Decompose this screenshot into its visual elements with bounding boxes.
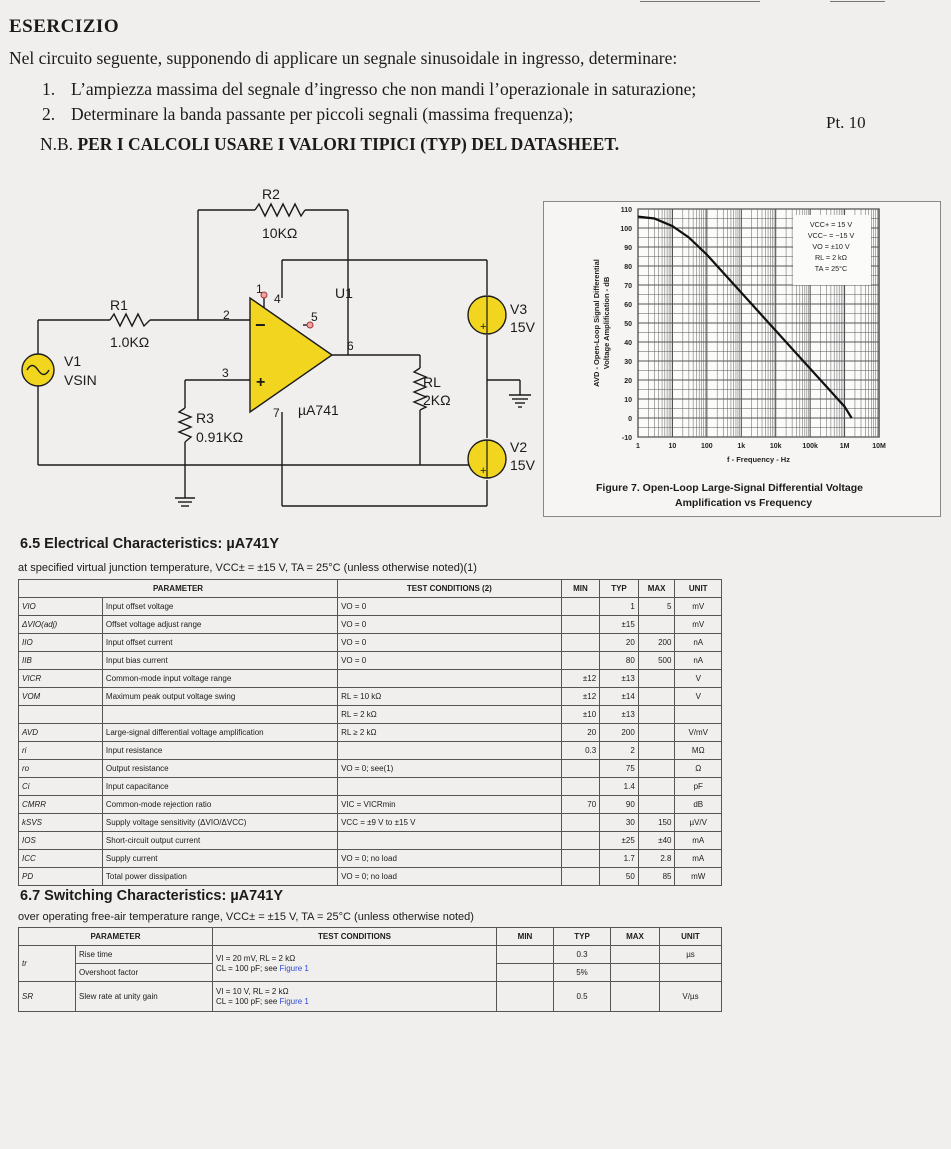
legend-entry: VO = ±10 V <box>812 242 850 251</box>
y-tick-label: 10 <box>624 397 632 404</box>
sw-header-conditions: TEST CONDITIONS <box>213 928 497 946</box>
elec-row <box>19 598 722 616</box>
sw-cond-slew-2: CL = 100 pF; see <box>216 996 278 1006</box>
elec-typ-cell: 50 <box>600 868 639 886</box>
y-axis-label-2: Voltage Amplification - dB <box>602 276 611 370</box>
sw-max-slew <box>611 982 660 1012</box>
sw-max-rise <box>611 946 660 964</box>
elec-sym-cell: AVD <box>19 724 103 742</box>
sw-typ-overshoot: 5% <box>554 964 611 982</box>
y-tick-label: 0 <box>628 416 632 423</box>
elec-cond-cell <box>338 670 562 688</box>
note-text: PER I CALCOLI USARE I VALORI TIPICI (TYP) DEL DATASHEET. <box>77 134 620 154</box>
y-tick-label: 80 <box>624 264 632 271</box>
sw-param-slew: Slew rate at unity gain <box>76 982 213 1012</box>
y-tick-label: 70 <box>624 283 632 290</box>
sw-cond-rise-1: VI = 20 mV, RL = 2 kΩ <box>216 953 296 963</box>
v3-label: V3 <box>510 301 528 317</box>
x-tick-label: 1k <box>737 443 746 450</box>
elec-param-cell: Input offset voltage <box>102 598 337 616</box>
legend-entry: TA = 25°C <box>814 264 848 273</box>
elec-unit-cell: mV <box>675 616 722 634</box>
y-tick-label: 40 <box>624 340 632 347</box>
figure-caption-1: Figure 7. Open-Loop Large-Signal Differential Voltage <box>596 482 863 494</box>
elec-cond-cell <box>338 778 562 796</box>
rl-label: RL <box>423 374 441 390</box>
elec-row <box>19 634 722 652</box>
r2-label: R2 <box>262 186 280 202</box>
elec-typ-cell: 1.4 <box>600 778 639 796</box>
elec-cond-cell: VO = 0 <box>338 598 562 616</box>
elec-sym-cell: IIB <box>19 652 103 670</box>
figure-caption-2: Amplification vs Frequency <box>675 497 813 509</box>
elec-max-cell <box>638 724 675 742</box>
elec-param-cell: Input resistance <box>102 742 337 760</box>
electrical-title: 6.5 Electrical Characteristics: µA741Y <box>20 536 280 552</box>
elec-param-cell: Input bias current <box>102 652 337 670</box>
elec-row <box>19 868 722 886</box>
exercise-item-2: Determinare la banda passante per piccoli segnali (massima frequenza); <box>71 104 574 124</box>
elec-unit-cell: nA <box>675 634 722 652</box>
r2-resistor <box>255 204 305 216</box>
elec-unit-cell: mA <box>675 850 722 868</box>
sw-cond-rise-2: CL = 100 pF; see <box>216 963 278 973</box>
elec-typ-cell: 80 <box>600 652 639 670</box>
elec-max-cell <box>638 706 675 724</box>
elec-param-cell: Common-mode input voltage range <box>102 670 337 688</box>
elec-max-cell <box>638 688 675 706</box>
elec-max-cell <box>638 670 675 688</box>
x-tick-label: 1 <box>636 443 640 450</box>
sw-sym-tr: tr <box>19 946 76 982</box>
sw-sym-sr: SR <box>19 982 76 1012</box>
points-label: Pt. 10 <box>826 113 866 132</box>
elec-header-min: MIN <box>561 580 600 598</box>
elec-typ-cell: ±13 <box>600 706 639 724</box>
opamp-minus: − <box>255 315 266 335</box>
elec-max-cell <box>638 742 675 760</box>
x-tick-label: 100k <box>802 443 818 450</box>
elec-min-cell: 20 <box>561 724 600 742</box>
sw-cond-slew <box>213 982 497 1012</box>
rl-value: 2KΩ <box>423 392 451 408</box>
exercise-intro: Nel circuito seguente, supponendo di applicare un segnale sinusoidale in ingresso, determinare: <box>9 48 678 68</box>
elec-header-typ: TYP <box>600 580 639 598</box>
elec-param-cell: Short-circuit output current <box>102 832 337 850</box>
pin-4: 4 <box>274 292 281 306</box>
v1-type: VSIN <box>64 372 97 388</box>
elec-row <box>19 778 722 796</box>
elec-unit-cell: V <box>675 670 722 688</box>
elec-row <box>19 832 722 850</box>
elec-row <box>19 652 722 670</box>
elec-cond-cell: RL = 10 kΩ <box>338 688 562 706</box>
v3-value: 15V <box>510 319 535 335</box>
elec-min-cell: 70 <box>561 796 600 814</box>
elec-min-cell <box>561 778 600 796</box>
svg-text:+: + <box>480 321 487 333</box>
y-tick-label: 90 <box>624 245 632 252</box>
elec-cond-cell <box>338 742 562 760</box>
top-rule-right <box>830 1 885 2</box>
x-axis-label: f - Frequency - Hz <box>727 455 790 464</box>
elec-max-cell: 5 <box>638 598 675 616</box>
switching-title: 6.7 Switching Characteristics: µA741Y <box>20 888 284 904</box>
legend-entry: VCC+ = 15 V <box>809 220 853 229</box>
r3-value: 0.91KΩ <box>196 429 244 445</box>
elec-param-cell: Input capacitance <box>102 778 337 796</box>
elec-cond-cell: VO = 0 <box>338 616 562 634</box>
elec-min-cell: ±10 <box>561 706 600 724</box>
v1-label: V1 <box>64 353 82 369</box>
sw-cond-rise <box>213 946 497 982</box>
r2-value: 10KΩ <box>262 225 298 241</box>
elec-min-cell <box>561 634 600 652</box>
sw-header-typ: TYP <box>554 928 611 946</box>
sw-min-slew <box>497 982 554 1012</box>
elec-max-cell: 2.8 <box>638 850 675 868</box>
exercise-title: ESERCIZIO <box>9 16 120 37</box>
elec-cond-cell: VCC = ±9 V to ±15 V <box>338 814 562 832</box>
elec-sym-cell: ΔVIO(adj) <box>19 616 103 634</box>
elec-unit-cell: MΩ <box>675 742 722 760</box>
elec-row <box>19 814 722 832</box>
elec-min-cell <box>561 598 600 616</box>
elec-param-cell: Input offset current <box>102 634 337 652</box>
sw-min-rise <box>497 946 554 964</box>
pin-7: 7 <box>273 406 280 420</box>
elec-row <box>19 724 722 742</box>
x-tick-label: 10M <box>872 443 886 450</box>
elec-row <box>19 706 722 724</box>
elec-sym-cell: ICC <box>19 850 103 868</box>
elec-typ-cell: ±25 <box>600 832 639 850</box>
elec-sym-cell: IIO <box>19 634 103 652</box>
elec-max-cell: 150 <box>638 814 675 832</box>
elec-cond-cell: RL = 2 kΩ <box>338 706 562 724</box>
elec-row <box>19 616 722 634</box>
sw-typ-rise: 0.3 <box>554 946 611 964</box>
elec-typ-cell: 200 <box>600 724 639 742</box>
pin-6: 6 <box>347 339 354 353</box>
legend-entry: VCC− = −15 V <box>807 231 855 240</box>
elec-param-cell: Output resistance <box>102 760 337 778</box>
sw-header-max: MAX <box>611 928 660 946</box>
sw-figure-link-2[interactable]: Figure 1 <box>279 996 309 1006</box>
exercise-item-number-2: 2. <box>42 104 56 124</box>
elec-sym-cell: Ci <box>19 778 103 796</box>
elec-unit-cell: mW <box>675 868 722 886</box>
elec-typ-cell: 20 <box>600 634 639 652</box>
elec-header-conditions: TEST CONDITIONS (2) <box>338 580 562 598</box>
elec-param-cell <box>102 706 337 724</box>
elec-typ-cell: 2 <box>600 742 639 760</box>
y-tick-label: 50 <box>624 321 632 328</box>
elec-typ-cell: ±13 <box>600 670 639 688</box>
elec-cond-cell: VIC = VICRmin <box>338 796 562 814</box>
elec-typ-cell: 30 <box>600 814 639 832</box>
sw-header-parameter: PARAMETER <box>19 928 213 946</box>
r3-resistor <box>179 408 191 442</box>
legend-entry: RL = 2 kΩ <box>814 253 848 262</box>
elec-param-cell: Maximum peak output voltage swing <box>102 688 337 706</box>
sw-header-min: MIN <box>497 928 554 946</box>
sw-min-overshoot <box>497 964 554 982</box>
elec-min-cell <box>561 760 600 778</box>
figure-7-chart <box>543 201 939 515</box>
x-tick-label: 10 <box>668 443 677 450</box>
elec-row <box>19 688 722 706</box>
exercise-item-number-1: 1. <box>42 79 56 99</box>
top-rule-left <box>640 1 760 2</box>
elec-sym-cell: VOM <box>19 688 103 706</box>
elec-typ-cell: ±14 <box>600 688 639 706</box>
switching-subtitle: over operating free-air temperature range, VCC± = ±15 V, TA = 25°C (unless otherwise noted) <box>18 911 474 923</box>
elec-param-cell: Large-signal differential voltage amplification <box>102 724 337 742</box>
pin-5: 5 <box>311 310 318 324</box>
elec-param-cell: Common-mode rejection ratio <box>102 796 337 814</box>
svg-text:+: + <box>480 465 487 477</box>
elec-row <box>19 760 722 778</box>
elec-max-cell <box>638 778 675 796</box>
note-prefix: N.B. <box>40 134 74 154</box>
y-axis-label-1: AVD - Open-Loop Signal Differential <box>592 259 601 387</box>
elec-cond-cell: VO = 0; no load <box>338 868 562 886</box>
x-tick-label: 10k <box>769 443 782 450</box>
pin-3: 3 <box>222 366 229 380</box>
elec-param-cell: Offset voltage adjust range <box>102 616 337 634</box>
elec-max-cell: 85 <box>638 868 675 886</box>
elec-unit-cell: pF <box>675 778 722 796</box>
circuit-schematic <box>0 180 545 530</box>
elec-max-cell <box>638 796 675 814</box>
y-tick-label: 30 <box>624 359 632 366</box>
exercise-item-1: L’ampiezza massima del segnale d’ingresso che non mandi l’operazionale in saturazione; <box>71 79 697 99</box>
elec-unit-cell: mA <box>675 832 722 850</box>
v2-label: V2 <box>510 439 528 455</box>
elec-unit-cell: V/mV <box>675 724 722 742</box>
elec-row <box>19 742 722 760</box>
elec-param-cell: Supply voltage sensitivity (ΔVIO/ΔVCC) <box>102 814 337 832</box>
elec-sym-cell: PD <box>19 868 103 886</box>
sw-typ-slew: 0.5 <box>554 982 611 1012</box>
elec-unit-cell: dB <box>675 796 722 814</box>
elec-max-cell: 200 <box>638 634 675 652</box>
pin-2: 2 <box>223 308 230 322</box>
elec-param-cell: Total power dissipation <box>102 868 337 886</box>
elec-unit-cell: µV/V <box>675 814 722 832</box>
elec-max-cell: ±40 <box>638 832 675 850</box>
elec-min-cell: 0.3 <box>561 742 600 760</box>
elec-min-cell <box>561 814 600 832</box>
sw-param-overshoot: Overshoot factor <box>76 964 213 982</box>
elec-max-cell: 500 <box>638 652 675 670</box>
elec-max-cell <box>638 760 675 778</box>
elec-cond-cell: VO = 0 <box>338 652 562 670</box>
sw-cond-slew-1: VI = 10 V, RL = 2 kΩ <box>216 986 289 996</box>
y-tick-label: 20 <box>624 378 632 385</box>
r3-label: R3 <box>196 410 214 426</box>
elec-sym-cell: ri <box>19 742 103 760</box>
elec-typ-cell: 90 <box>600 796 639 814</box>
sw-max-overshoot <box>611 964 660 982</box>
elec-min-cell <box>561 850 600 868</box>
elec-sym-cell: kSVS <box>19 814 103 832</box>
elec-sym-cell: CMRR <box>19 796 103 814</box>
elec-max-cell <box>638 616 675 634</box>
elec-cond-cell: VO = 0 <box>338 634 562 652</box>
elec-unit-cell <box>675 706 722 724</box>
electrical-subtitle: at specified virtual junction temperature, VCC± = ±15 V, TA = 25°C (unless otherwise noted)(1) <box>18 562 477 574</box>
r1-resistor <box>110 314 150 326</box>
elec-typ-cell: 75 <box>600 760 639 778</box>
sw-unit-overshoot <box>660 964 722 982</box>
elec-min-cell <box>561 652 600 670</box>
opamp-part: µA741 <box>298 402 339 418</box>
elec-min-cell <box>561 832 600 850</box>
elec-typ-cell: 1.7 <box>600 850 639 868</box>
elec-row <box>19 670 722 688</box>
sw-unit-slew: V/µs <box>660 982 722 1012</box>
elec-typ-cell: 1 <box>600 598 639 616</box>
elec-sym-cell: ro <box>19 760 103 778</box>
r1-label: R1 <box>110 297 128 313</box>
opamp-plus: + <box>256 374 266 391</box>
v2-value: 15V <box>510 457 535 473</box>
sw-unit-rise: µs <box>660 946 722 964</box>
y-tick-label: 100 <box>620 226 632 233</box>
elec-cond-cell <box>338 832 562 850</box>
elec-min-cell: ±12 <box>561 688 600 706</box>
sw-param-rise: Rise time <box>76 946 213 964</box>
elec-header-unit: UNIT <box>675 580 722 598</box>
elec-param-cell: Supply current <box>102 850 337 868</box>
sw-header-unit: UNIT <box>660 928 722 946</box>
elec-sym-cell <box>19 706 103 724</box>
elec-unit-cell: V <box>675 688 722 706</box>
elec-unit-cell: Ω <box>675 760 722 778</box>
y-tick-label: -10 <box>621 435 632 442</box>
elec-unit-cell: mV <box>675 598 722 616</box>
elec-typ-cell: ±15 <box>600 616 639 634</box>
electrical-table <box>18 579 722 886</box>
elec-cond-cell: RL ≥ 2 kΩ <box>338 724 562 742</box>
x-tick-label: 1M <box>839 443 850 450</box>
elec-sym-cell: VICR <box>19 670 103 688</box>
elec-min-cell: ±12 <box>561 670 600 688</box>
exercise-note <box>40 134 619 155</box>
y-tick-label: 60 <box>624 302 632 309</box>
elec-min-cell <box>561 868 600 886</box>
sw-figure-link-1[interactable]: Figure 1 <box>279 963 309 973</box>
elec-header-max: MAX <box>638 580 675 598</box>
r1-value: 1.0KΩ <box>110 334 150 350</box>
elec-header-parameter: PARAMETER <box>19 580 338 598</box>
elec-cond-cell: VO = 0; see(1) <box>338 760 562 778</box>
elec-cond-cell: VO = 0; no load <box>338 850 562 868</box>
elec-row <box>19 850 722 868</box>
elec-sym-cell: IOS <box>19 832 103 850</box>
elec-row <box>19 796 722 814</box>
opamp-ref: U1 <box>335 285 353 301</box>
switching-table <box>18 927 722 1012</box>
elec-sym-cell: VIO <box>19 598 103 616</box>
y-tick-label: 110 <box>620 207 632 214</box>
x-tick-label: 100 <box>701 443 713 450</box>
pin-1: 1 <box>256 282 263 296</box>
elec-min-cell <box>561 616 600 634</box>
elec-unit-cell: nA <box>675 652 722 670</box>
